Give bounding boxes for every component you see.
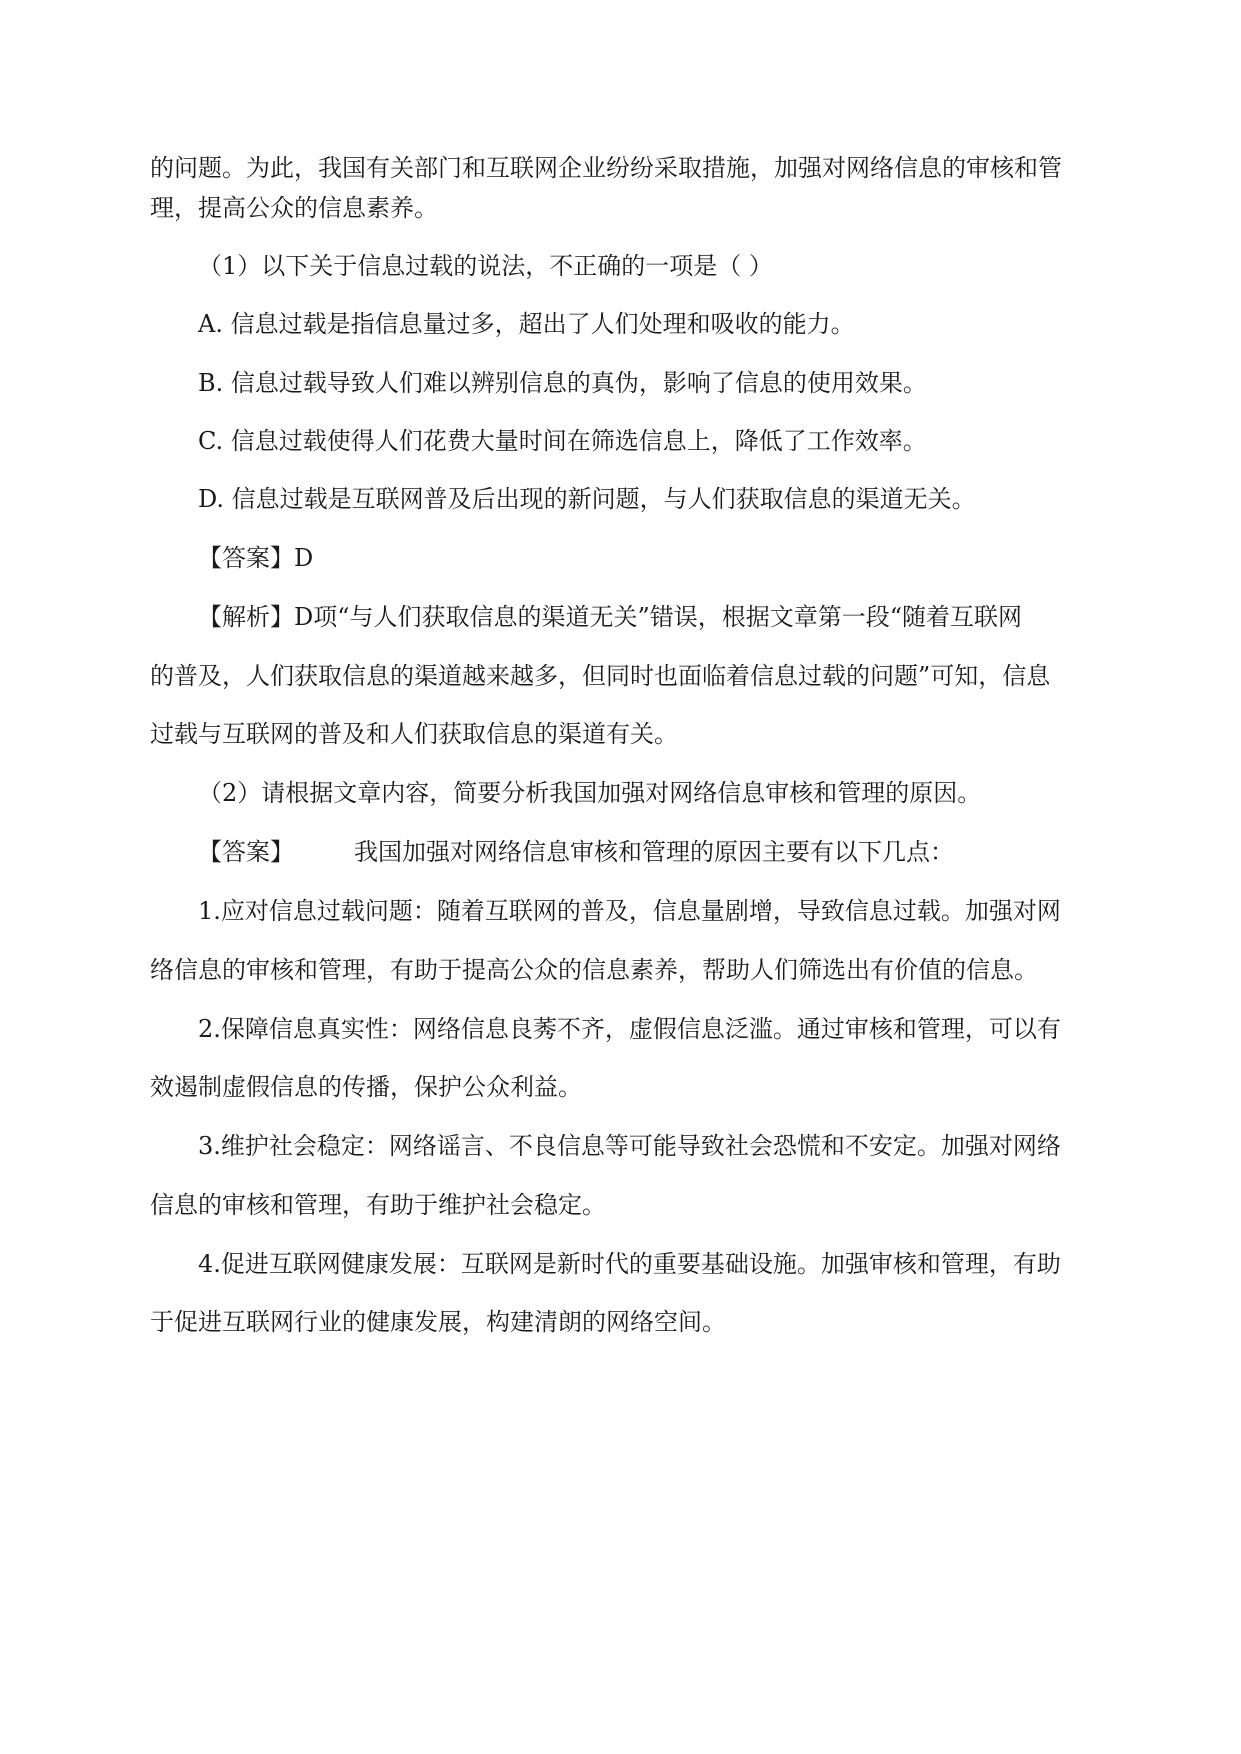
analysis-line: 过载与互联网的普及和人们获取信息的渠道有关。 — [150, 720, 678, 748]
option-b: B. 信息过载导致人们难以辨别信息的真伪，影响了信息的使用效果。 — [198, 369, 927, 397]
point-2-line: 效遏制虚假信息的传播，保护公众利益。 — [150, 1073, 582, 1101]
option-c: C. 信息过载使得人们花费大量时间在筛选信息上，降低了工作效率。 — [198, 427, 927, 455]
point-2-line: 2.保障信息真实性：网络信息良莠不齐，虚假信息泛滥。通过审核和管理，可以有 — [198, 1015, 1061, 1043]
analysis-line: 的普及，人们获取信息的渠道越来越多，但同时也面临着信息过载的问题”可知，信息 — [150, 662, 1051, 690]
question-2-stem: （2）请根据文章内容，简要分析我国加强对网络信息审核和管理的原因。 — [198, 779, 982, 807]
point-1-line: 1.应对信息过载问题：随着互联网的普及，信息量剧增，导致信息过载。加强对网 — [198, 897, 1061, 925]
point-3-line: 信息的审核和管理，有助于维护社会稳定。 — [150, 1191, 606, 1219]
question-1-stem: （1）以下关于信息过载的说法，不正确的一项是（ ） — [198, 252, 773, 280]
point-4-line: 于促进互联网行业的健康发展，构建清朗的网络空间。 — [150, 1308, 726, 1336]
question-1-answer: 【答案】D — [198, 544, 314, 572]
option-a: A. 信息过载是指信息量过多，超出了人们处理和吸收的能力。 — [198, 310, 855, 338]
point-3-line: 3.维护社会稳定：网络谣言、不良信息等可能导致社会恐慌和不安定。加强对网络 — [198, 1132, 1061, 1160]
paragraph-line: 理，提高公众的信息素养。 — [150, 194, 438, 222]
option-d: D. 信息过载是互联网普及后出现的新问题，与人们获取信息的渠道无关。 — [198, 485, 976, 513]
question-2-answer — [198, 837, 954, 867]
paragraph-line: 的问题。为此，我国有关部门和互联网企业纷纷采取措施，加强对网络信息的审核和管 — [150, 154, 1062, 182]
answer-label: 【答案】 — [198, 838, 294, 866]
answer-intro: 我国加强对网络信息审核和管理的原因主要有以下几点： — [354, 838, 954, 866]
analysis-line: 【解析】D项“与人们获取信息的渠道无关”错误，根据文章第一段“随着互联网 — [198, 603, 1023, 631]
point-4-line: 4.促进互联网健康发展：互联网是新时代的重要基础设施。加强审核和管理，有助 — [198, 1250, 1061, 1278]
point-1-line: 络信息的审核和管理，有助于提高公众的信息素养，帮助人们筛选出有价值的信息。 — [150, 956, 1038, 984]
